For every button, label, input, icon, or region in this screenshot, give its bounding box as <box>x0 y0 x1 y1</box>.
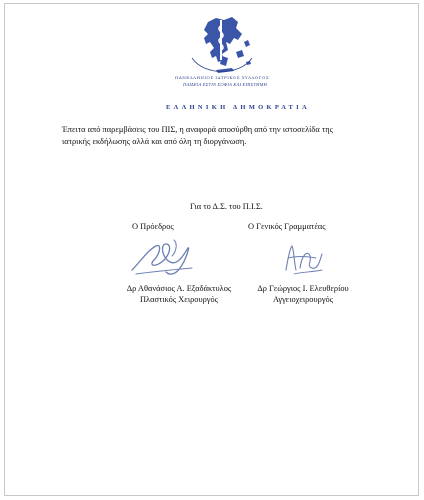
secretary-title: Αγγειοχειρουργός <box>272 295 334 304</box>
greek-map-emblem-icon <box>174 12 270 82</box>
board-attribution: Για το Δ.Σ. του Π.Ι.Σ. <box>190 202 263 211</box>
statement-line: ιατρικής εκδήλωσης αλλά και από όλη τη διοργάνωση. <box>62 136 247 146</box>
secretary-signature-icon <box>280 240 326 278</box>
president-name-block <box>108 283 250 305</box>
secretary-role: Ο Γενικός Γραμματέας <box>248 222 326 231</box>
president-name: Δρ Αθανάσιος Α. Εξαδάκτυλος <box>126 284 232 293</box>
secretary-name: Δρ Γεώργιος Ι. Ελευθερίου <box>257 284 349 293</box>
statement-paragraph <box>62 124 380 147</box>
svg-text:ΠΑΝΕΛΛΗΝΙΟΣ ΙΑΤΡΙΚΟΣ ΣΥΛΛΟΓΟΣ: ΠΑΝΕΛΛΗΝΙΟΣ ΙΑΤΡΙΚΟΣ ΣΥΛΛΟΓΟΣ <box>174 75 270 80</box>
president-title: Πλαστικός Χειρουργός <box>140 295 218 304</box>
president-role: Ο Πρόεδρος <box>132 222 174 231</box>
motto-text: ΠΑΙΔΕΙΑ ΕΣΤΙΝ ΣΟΦΙΑ ΚΑΙ ΕΠΙΣΤΗΜΗ <box>182 82 268 87</box>
statement-line: Έπειτα από παρεμβάσεις του ΠΙΣ, η αναφορά αποσύρθη από την ιστοσελίδα της <box>62 125 333 134</box>
president-signature-icon <box>126 232 198 280</box>
country-heading: ΕΛΛΗΝΙΚΗ ΔΗΜΟΚΡΑΤΙΑ <box>165 104 311 111</box>
secretary-name-block <box>250 283 356 305</box>
